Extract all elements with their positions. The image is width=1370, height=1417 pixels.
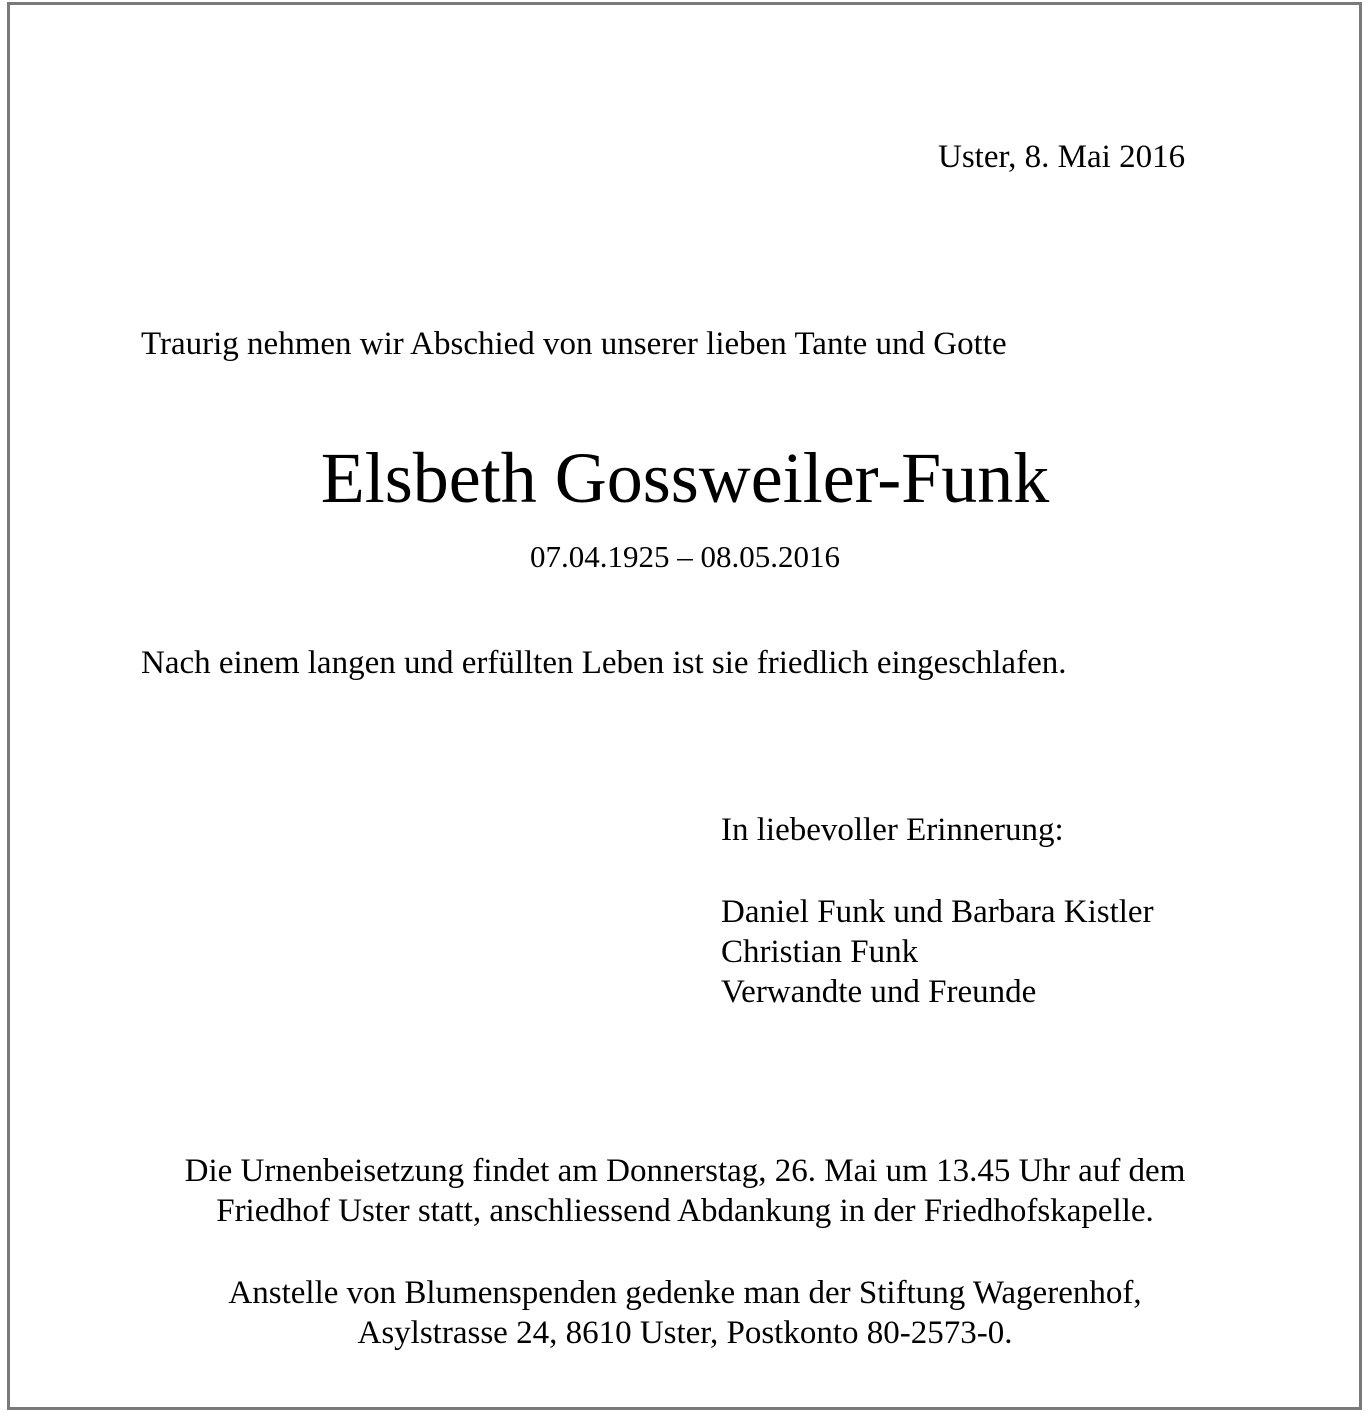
donation-paragraph [0, 1273, 1370, 1353]
passing-text: Nach einem langen und erfüllten Leben ist sie friedlich eingeschlafen. [141, 645, 1067, 681]
life-dates: 07.04.1925 – 08.05.2016 [530, 539, 840, 574]
mourner-name: Verwandte und Freunde [721, 974, 1037, 1010]
ceremony-paragraph [0, 1151, 1370, 1231]
place-date: Uster, 8. Mai 2016 [938, 139, 1186, 175]
ceremony-line: Friedhof Uster statt, anschliessend Abdankung in der Friedhofskapelle. [216, 1193, 1154, 1229]
deceased-name: Elsbeth Gossweiler-Funk [320, 438, 1050, 518]
donation-line: Asylstrasse 24, 8610 Uster, Postkonto 80-2573-0. [357, 1315, 1013, 1351]
mourners-list [721, 892, 1154, 1012]
mourner-name: Christian Funk [721, 934, 919, 970]
donation-line: Anstelle von Blumenspenden gedenke man der Stiftung Wagerenhof, [228, 1275, 1142, 1311]
mourner-name: Daniel Funk und Barbara Kistler [721, 894, 1154, 930]
intro-text: Traurig nehmen wir Abschied von unserer lieben Tante und Gotte [141, 326, 1007, 362]
remembrance-heading: In liebevoller Erinnerung: [721, 812, 1064, 848]
ceremony-line: Die Urnenbeisetzung findet am Donnerstag, 26. Mai um 13.45 Uhr auf dem [184, 1153, 1186, 1189]
